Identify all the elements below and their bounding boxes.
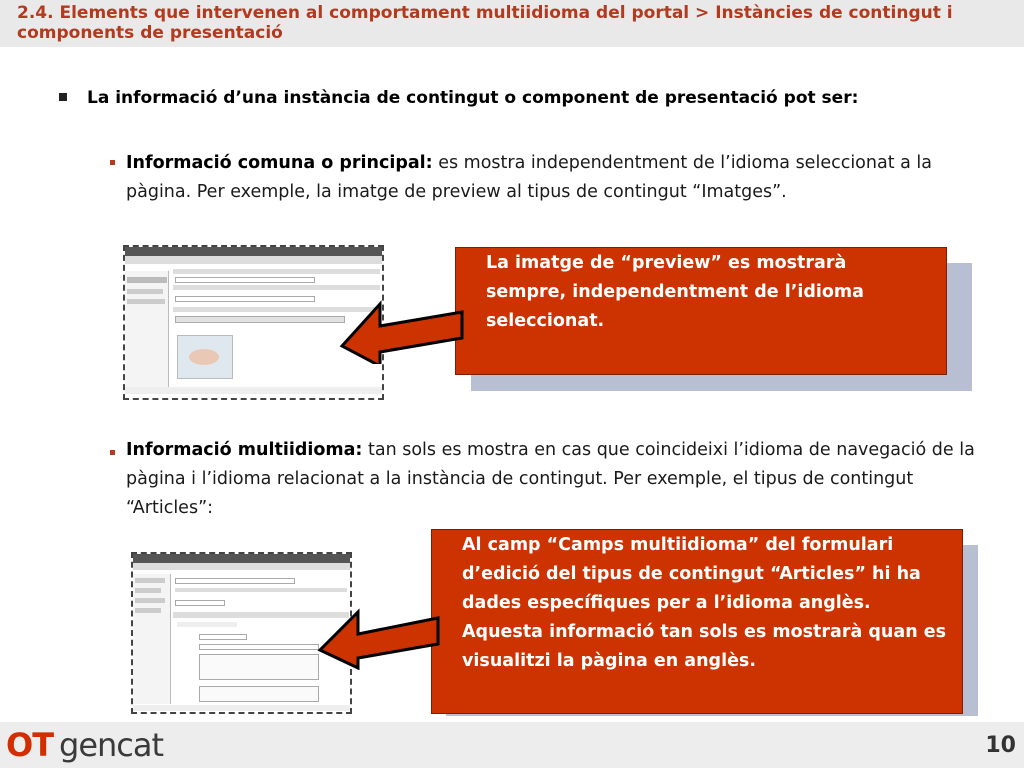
main-bullet-text: La informació d’una instància de contingut o component de presentació pot ser:: [87, 88, 859, 108]
sub-bullet-multi: [126, 436, 986, 523]
sub-bullet-multi-term: Informació multiidioma:: [126, 440, 363, 460]
logo-ot: OT: [6, 726, 54, 764]
sub-bullet-multi-text: tan sols es mostra en cas que coincideixi l’idioma de navegació de la pàgina i l’idioma relacionat a la instància de contingut. Per exemple, el tipus de contingut “Articles”:: [126, 440, 975, 518]
sub-bullet-common-text: es mostra independentment de l’idioma seleccionat a la pàgina. Per exemple, la imatge de preview al tipus de contingut “Imatges”.: [126, 153, 933, 202]
arrow-left-icon: [316, 606, 444, 670]
slide-title: 2.4. Elements que intervenen al comportament multiidioma del portal > Instàncies de contingut i components de presentació: [17, 3, 953, 43]
page-number: 10: [985, 733, 1016, 758]
sub-bullet-common: [126, 149, 946, 207]
sub-bullet-icon: [110, 450, 115, 455]
sub-bullet-icon: [110, 160, 115, 165]
bullet-square-icon: [59, 93, 67, 101]
arrow-left-icon: [338, 300, 466, 364]
callout-multilingual: Al camp “Camps multiidioma” del formulari d’edició del tipus de contingut “Articles” hi ha dades específiques per a l’idioma anglès. Aquesta informació tan sols es mostrarà quan es visualitzi la pàgina en anglès.: [431, 529, 963, 714]
callout-preview: La imatge de “preview” es mostrarà sempre, independentment de l’idioma seleccionat.: [455, 247, 947, 375]
sub-bullet-common-term: Informació comuna o principal:: [126, 153, 433, 173]
logo-gencat: gencat: [59, 726, 164, 764]
